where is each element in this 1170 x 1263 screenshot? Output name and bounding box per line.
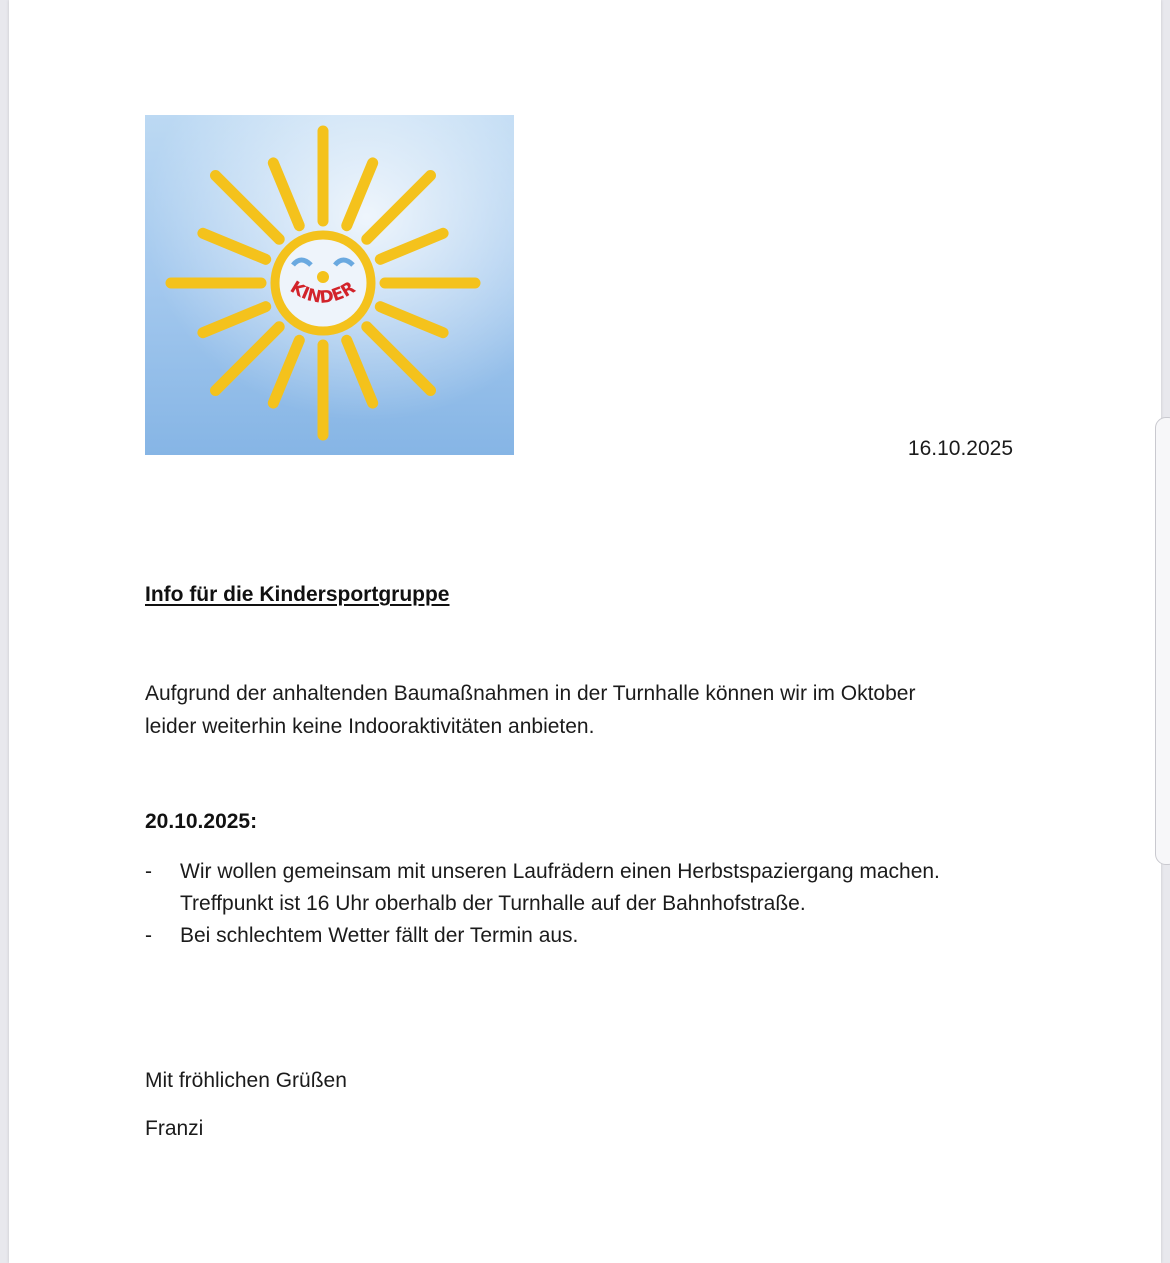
kinder-sun-logo [145,115,514,455]
list-item-line: Treffpunkt ist 16 Uhr oberhalb der Turnhalle auf der Bahnhofstraße. [180,892,806,915]
logo-text: KINDER [286,277,359,308]
intro-paragraph [145,677,1045,743]
intro-line: leider weiterhin keine Indooraktivitäten anbieten. [145,715,595,738]
closing-greeting: Mit fröhlichen Grüßen [145,1069,347,1092]
sun-dot [317,271,329,283]
list-item-line: Bei schlechtem Wetter fällt der Termin aus. [180,924,579,947]
list-item [145,920,1045,952]
letter-heading: Info für die Kindersportgruppe [145,583,450,606]
letter-date: 16.10.2025 [907,437,1013,460]
list-item [145,856,1045,920]
event-list [145,856,1045,952]
signature: Franzi [145,1117,204,1140]
document-page [9,0,1161,1263]
bullet-dash: - [145,924,152,947]
scrollbar-handle[interactable] [1155,417,1170,865]
event-date: 20.10.2025: [145,810,258,833]
list-item-line: Wir wollen gemeinsam mit unseren Laufrädern einen Herbstspaziergang machen. [180,860,940,883]
intro-line: Aufgrund der anhaltenden Baumaßnahmen in der Turnhalle können wir im Oktober [145,682,916,705]
bullet-dash: - [145,860,152,883]
logo-graphic [145,115,514,455]
